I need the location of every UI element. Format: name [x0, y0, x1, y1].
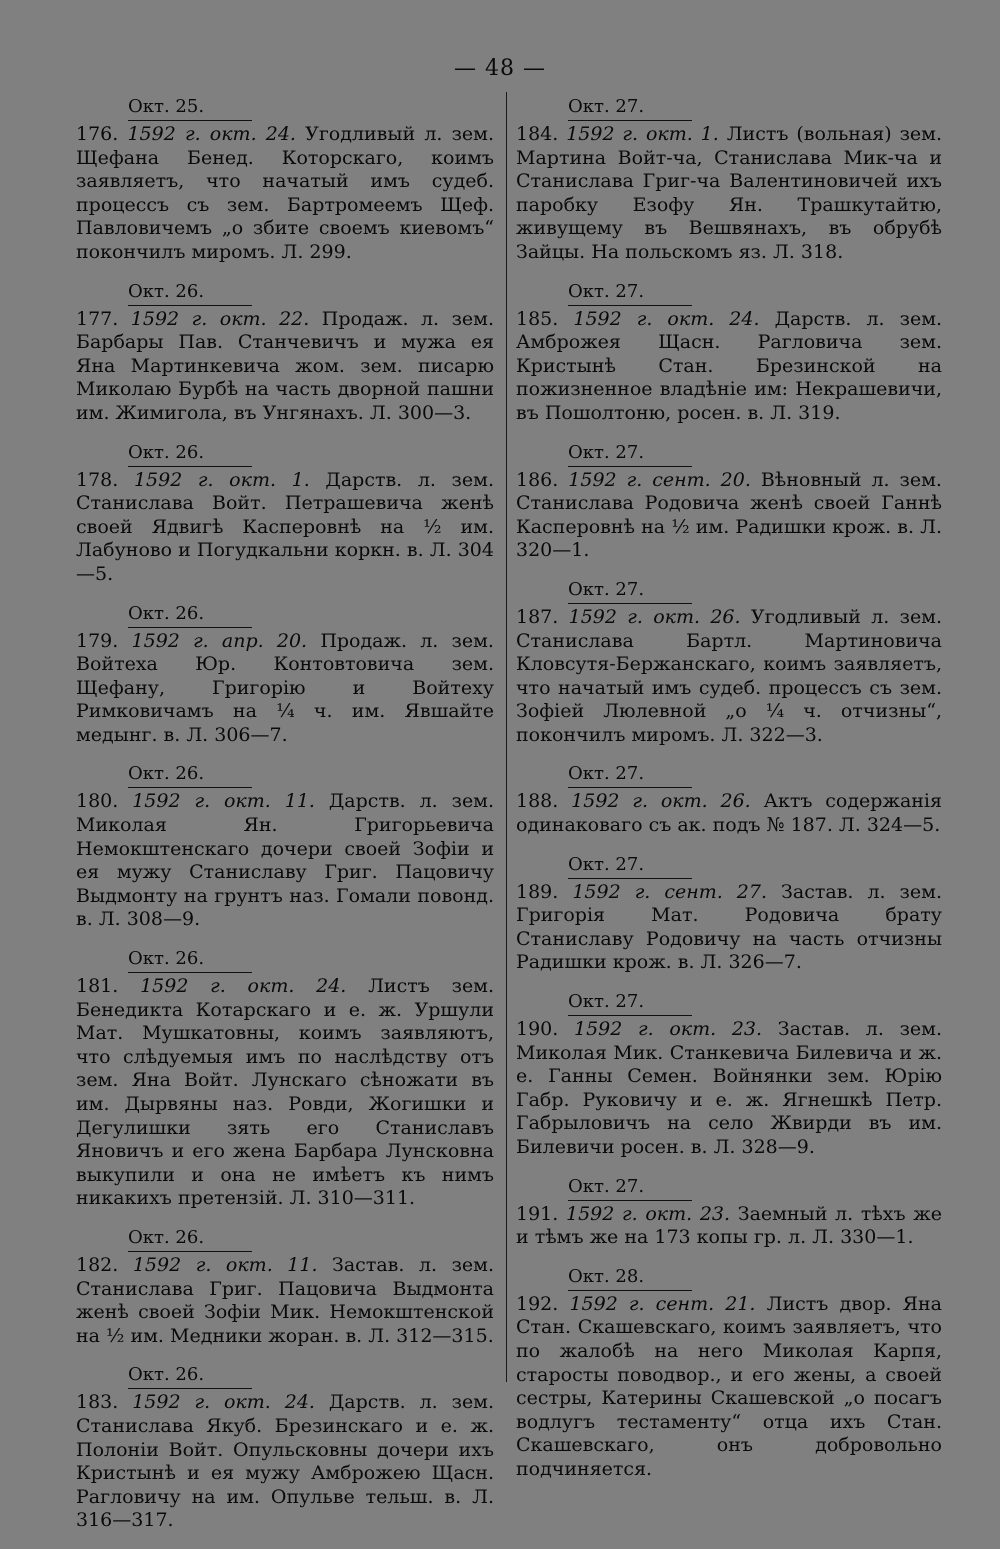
- entry-date: Окт. 26.: [128, 281, 252, 306]
- entry-year: 1592 г. окт. 22.: [130, 307, 310, 330]
- entry-number: 176.: [76, 123, 119, 145]
- right-column: [516, 96, 942, 1498]
- entry-number: 183.: [76, 1391, 119, 1414]
- entry-text: [516, 606, 942, 748]
- entry-date: Окт. 27.: [568, 1176, 692, 1201]
- entry-date: Окт. 27.: [568, 763, 692, 788]
- entry-text: [516, 1203, 942, 1250]
- entry-date: Окт. 27.: [568, 579, 692, 604]
- entry-year: 1592 г. окт. 24.: [573, 307, 760, 330]
- document-entry: [516, 96, 942, 265]
- entry-body: Дарств. л. зем. Станислава Войт. Петрашевича женѣ своей Ядвигѣ Касперовнѣ на ½ им. Лабуново и Погудкальни коркн. в. Л. 304—5.: [76, 468, 494, 585]
- entry-text: [76, 790, 494, 932]
- entry-body: Листъ двор. Яна Стан. Скашевскаго, коимъ заявляетъ, что по жалобѣ на него Миколая Карпя, старосты поводвор., и его жены, а своей сестры, Катерины Скашевской „о посагъ водлугъ тестаменту“ отца ихъ Стан. Скашевскаго, онъ добровольно подчиняется.: [516, 1292, 942, 1480]
- entry-year: 1592 г. окт. 24.: [140, 975, 347, 998]
- entry-date: Окт. 27.: [568, 991, 692, 1016]
- entry-year: 1592 г. окт. 24.: [132, 1391, 315, 1414]
- entry-date: Окт. 25.: [128, 96, 252, 121]
- entry-number: 180.: [76, 790, 119, 813]
- entry-body: Листъ (вольная) зем. Мартина Войт-ча, Станислава Мик-ча и Станислава Григ-ча Валентиновичей ихъ паробку Езофу Ян. Трашкутайтю, живущему въ Вешвянахъ, въ обрубѣ Зайцы. На польскомъ яз. Л. 318.: [516, 123, 942, 263]
- entry-number: 188.: [516, 790, 559, 813]
- entry-text: [76, 975, 494, 1211]
- entry-date: Окт. 26.: [128, 948, 252, 973]
- entry-body: Угодливый л. зем. Щефана Бенед. Которскаго, коимъ заявляетъ, что начатый имъ судеб. процессъ съ зем. Бартромеемъ Щеф. Павловичемъ „о збите своемъ киевомъ“ покончилъ миромъ. Л. 299.: [76, 123, 494, 263]
- entry-text: [76, 1391, 494, 1533]
- entry-number: 184.: [516, 123, 559, 145]
- document-entry: [516, 1176, 942, 1250]
- entry-year: 1592 г. окт. 23.: [573, 1018, 763, 1041]
- document-entry: [516, 854, 942, 975]
- document-entry: [516, 991, 942, 1160]
- document-entry: [76, 948, 494, 1211]
- entry-body: Дарств. л. зем. Станислава Якуб. Брезинскаго и е. ж. Полоніи Войт. Опульсковны дочери ихъ Кристынѣ и ея мужу Амброжею Щасн. Рагловичу на им. Опульвe тельш. в. Л. 316—317.: [76, 1391, 495, 1532]
- left-column: [76, 96, 494, 1549]
- column-divider: [506, 92, 507, 1382]
- entry-body: Угодливый л. зем. Станислава Бартл. Мартиновича Кловсутя-Бержанскаго, коимъ заявляетъ, что начатый имъ судеб. процессъ съ зем. Зофіей Люлевной „о ¼ ч. отчизны“, покончилъ миромъ. Л. 322—3.: [516, 605, 943, 746]
- entry-date: Окт. 28.: [568, 1266, 692, 1291]
- document-entry: [76, 96, 494, 265]
- entry-year: 1592 г. окт. 11.: [132, 1253, 318, 1276]
- entry-text: [76, 630, 494, 748]
- document-entry: [76, 442, 494, 587]
- document-entry: [76, 1227, 494, 1348]
- document-entry: [76, 763, 494, 932]
- entry-text: [76, 469, 494, 587]
- entry-text: [516, 1018, 942, 1160]
- entry-date: Окт. 26.: [128, 1364, 252, 1389]
- document-entry: [516, 579, 942, 748]
- entry-year: 1592 г. окт. 1.: [133, 468, 310, 491]
- entry-date: Окт. 26.: [128, 1227, 252, 1252]
- entry-text: [516, 308, 942, 426]
- entry-date: Окт. 27.: [568, 281, 692, 306]
- entry-year: 1592 г. сент. 20.: [568, 468, 751, 491]
- entry-date: Окт. 26.: [128, 763, 252, 788]
- entry-text: [516, 123, 942, 265]
- document-entry: [516, 442, 942, 563]
- entry-year: 1592 г. окт. 1.: [566, 123, 719, 145]
- entry-body: Продаж. л. зем. Войтеха Юр. Контовтовича зем. Щефану, Григорію и Войтеху Римковичамъ на ¼ ч. им. Явшайте медынг. в. Л. 306—7.: [76, 629, 494, 746]
- entry-number: 190.: [516, 1018, 559, 1041]
- entry-year: 1592 г. сент. 21.: [569, 1292, 756, 1315]
- entry-body: Дарств. л. зем. Амброжея Щасн. Рагловича зем. Кристынѣ Стан. Брезинской на пожизненное владѣніе им: Некрашевичи, въ Пошолтоню, росен. в. Л. 319.: [516, 307, 943, 424]
- entry-date: Окт. 27.: [568, 854, 692, 879]
- entry-year: 1592 г. окт. 24.: [127, 123, 296, 145]
- document-entry: [516, 281, 942, 426]
- entry-body: Листъ зем. Бенедикта Котарскаго и е. ж. Уршули Мат. Мушкатовны, коимъ заявляютъ, что слѣдуемыя имъ по наслѣдству отъ зем. Яна Войт. Лунскаго сѣножати въ им. Дырвяны наз. Ровди, Жогишки и Дегулишки зять его Станиславъ Яновичъ и его жена Барбара Лунсковна выкупили и она не имѣетъ къ нимъ никакихъ претензій. Л. 310—311.: [76, 975, 495, 1210]
- entry-body: Вѣновный л. зем. Станислава Родовича женѣ своей Ганнѣ Касперовнѣ на ½ им. Радишки крож. в. Л. 320—1.: [516, 468, 942, 562]
- entry-number: 191.: [516, 1202, 559, 1225]
- entry-text: [516, 881, 942, 975]
- entry-date: Окт. 27.: [568, 442, 692, 467]
- entry-body: Застав. л. зем. Станислава Григ. Пацовича Выдмонта женѣ своей Зофіи Мик. Немокштенской на ½ им. Медники жоран. в. Л. 312—315.: [76, 1253, 494, 1347]
- entry-body: Застав. л. зем. Миколая Мик. Станкевича Билевича и ж. е. Ганны Семен. Войнянки зем. Юрію Габр. Руковичу и е. ж. Ягнешкѣ Петр. Габрыловичъ на село Жвирди въ им. Билевичи росен. в. Л. 328—9.: [516, 1018, 942, 1158]
- entry-number: 181.: [76, 975, 119, 998]
- document-entry: [76, 1364, 494, 1533]
- entry-body: Застав. л. зем. Григорія Мат. Родовича брату Станиславу Родовичу на часть отчизны Радишки крож. в. Л. 326—7.: [516, 880, 942, 974]
- entry-number: 189.: [516, 880, 559, 903]
- entry-number: 186.: [516, 468, 559, 491]
- entry-year: 1592 г. окт. 26.: [568, 605, 741, 628]
- entry-body: Заемный л. тѣхъ же и тѣмъ же на 173 копы гр. л. Л. 330—1.: [516, 1202, 942, 1249]
- entry-number: 179.: [76, 629, 119, 652]
- document-entry: [516, 1266, 942, 1482]
- entry-year: 1592 г. окт. 26.: [571, 790, 751, 813]
- entry-body: Актъ содержанія одинаковаго съ ак. подъ № 187. Л. 324—5.: [516, 790, 942, 837]
- entry-body: Продаж. л. зем. Барбары Пав. Станчевичъ и мужа ея Яна Мартинкевича жом. зем. писарю Миколаю Бурбѣ на часть дворной пашни им. Жимигола, въ Унгянахъ. Л. 300—3.: [76, 307, 494, 424]
- entry-body: Дарств. л. зем. Миколая Ян. Григорьевича Немокштенскаго дочери своей Зофіи и ея мужу Станиславу Григ. Пацовичу Выдмонту на грунтъ наз. Гомали повонд. в. Л. 308—9.: [76, 790, 495, 931]
- entry-date: Окт. 26.: [128, 603, 252, 628]
- page-number: — 48 —: [454, 56, 546, 81]
- entry-number: 185.: [516, 307, 559, 330]
- entry-text: [76, 123, 494, 265]
- document-entry: [76, 603, 494, 748]
- document-entry: [516, 763, 942, 837]
- entry-text: [516, 469, 942, 563]
- entry-number: 177.: [76, 307, 119, 330]
- entry-date: Окт. 27.: [568, 96, 692, 121]
- entry-text: [516, 790, 942, 837]
- entry-text: [76, 1254, 494, 1348]
- entry-number: 192.: [516, 1292, 559, 1315]
- entry-year: 1592 г. сент. 27.: [572, 880, 768, 903]
- entry-number: 182.: [76, 1253, 119, 1276]
- document-entry: [76, 281, 494, 426]
- entry-year: 1592 г. окт. 11.: [132, 790, 315, 813]
- entry-year: 1592 г. окт. 23.: [565, 1202, 731, 1225]
- entry-number: 187.: [516, 605, 559, 628]
- entry-date: Окт. 26.: [128, 442, 252, 467]
- entry-text: [516, 1293, 942, 1482]
- entry-year: 1592 г. апр. 20.: [131, 629, 308, 652]
- entry-text: [76, 308, 494, 426]
- entry-number: 178.: [76, 468, 119, 491]
